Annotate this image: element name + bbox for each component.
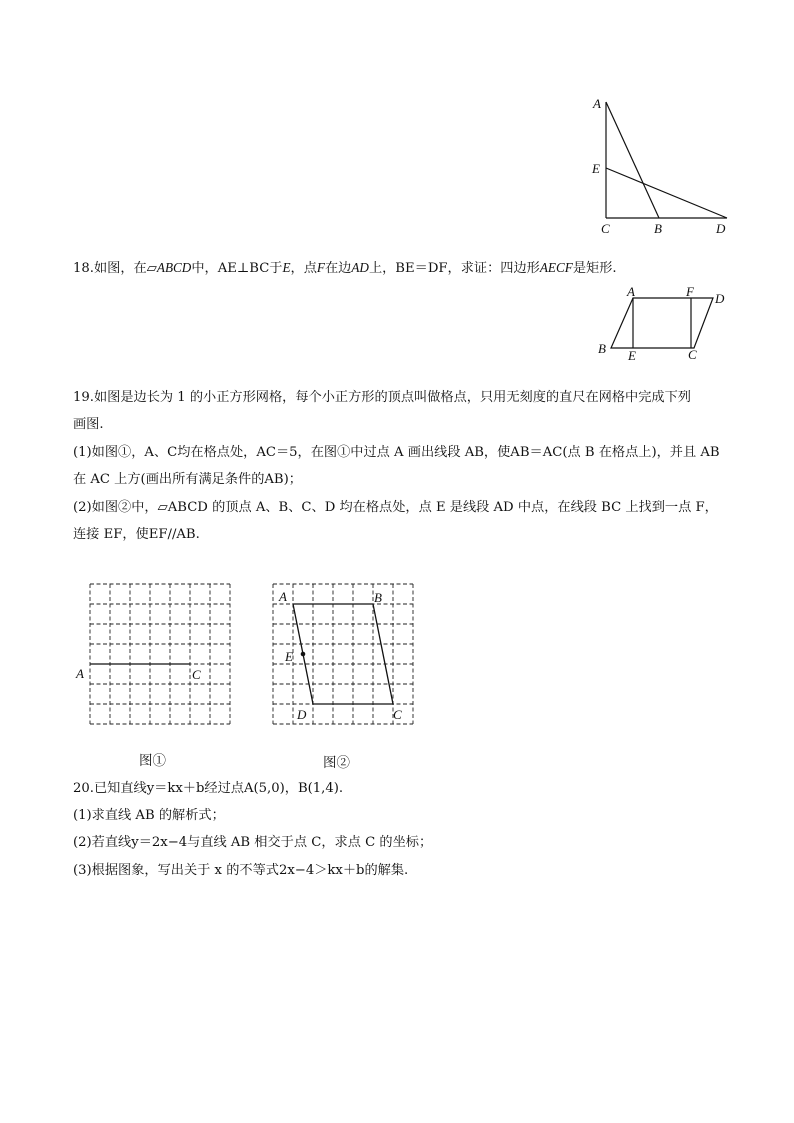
grid-lines xyxy=(273,584,413,724)
q20-part-1: (1)求直线 AB 的解析式； xyxy=(73,808,225,823)
q19-part-1b: 在 AC 上方(画出所有满足条件的AB)； xyxy=(73,472,302,487)
q18-text: 上，BE＝DF，求证：四边形 xyxy=(368,261,540,276)
q18-text: ，点 xyxy=(290,261,317,276)
q18-aecf: AECF xyxy=(539,260,573,275)
label-E: E xyxy=(592,161,600,176)
q18-text: 如图，在▱ xyxy=(93,261,157,276)
q18-text: 中，AE⊥BC于 xyxy=(191,261,283,276)
label-A: A xyxy=(593,96,601,111)
label-E: E xyxy=(285,649,293,664)
q18-ad: AD xyxy=(351,260,369,275)
figure-18 xyxy=(595,285,735,365)
label-C: C xyxy=(393,707,402,722)
label-F: F xyxy=(686,284,694,299)
q18-e: E xyxy=(282,260,291,275)
figure-2-caption: 图② xyxy=(323,755,350,771)
q18-text: 在边 xyxy=(324,261,352,276)
label-A: A xyxy=(627,284,635,299)
label-B: B xyxy=(598,341,606,356)
q18-number: 18. xyxy=(73,261,94,276)
label-A: A xyxy=(279,589,287,604)
figure-17 xyxy=(588,95,738,240)
label-E: E xyxy=(628,348,636,363)
q18-abcd: ABCD xyxy=(156,260,192,275)
label-C: C xyxy=(192,667,201,682)
q19-part-2: (2)如图②中，▱ABCD 的顶点 A、B、C、D 均在格点处，点 E 是线段 AD 中点，在线段 BC 上找到一点 F， xyxy=(73,500,718,515)
label-B: B xyxy=(654,221,662,236)
label-C: C xyxy=(688,347,697,362)
label-D: D xyxy=(716,221,726,236)
q20-line-1: 20.已知直线y＝kx＋b经过点A(5,0)，B(1,4). xyxy=(73,781,344,796)
figure-1-caption: 图① xyxy=(139,753,166,769)
q19-line-2: 画图. xyxy=(73,417,104,432)
q18-text: 是矩形. xyxy=(572,261,617,276)
label-B: B xyxy=(374,590,382,605)
question-18 xyxy=(73,259,617,278)
label-D: D xyxy=(297,707,307,722)
q19-part-2b: 连接 EF，使EF//AB. xyxy=(73,527,200,542)
q20-part-2: (2)若直线y＝2x−4与直线 AB 相交于点 C，求点 C 的坐标； xyxy=(73,835,433,850)
q19-line-1: 19.如图是边长为 1 的小正方形网格，每个小正方形的顶点叫做格点，只用无刻度的直尺在网格中完成下列 xyxy=(73,390,691,405)
grid-figure-2 xyxy=(260,580,430,730)
q20-part-3: (3)根据图象，写出关于 x 的不等式2x−4＞kx＋b的解集. xyxy=(73,863,409,878)
q19-part-1: (1)如图①，A、C均在格点处，AC＝5，在图①中过点 A 画出线段 AB，使AB＝AC(点 B 在格点上)，并且 AB xyxy=(73,445,720,460)
label-C: C xyxy=(601,221,610,236)
grid-figure-1 xyxy=(70,580,240,730)
label-A: A xyxy=(76,666,84,681)
label-D: D xyxy=(715,291,725,306)
q18-f: F xyxy=(316,260,325,275)
grid-lines xyxy=(90,584,230,724)
